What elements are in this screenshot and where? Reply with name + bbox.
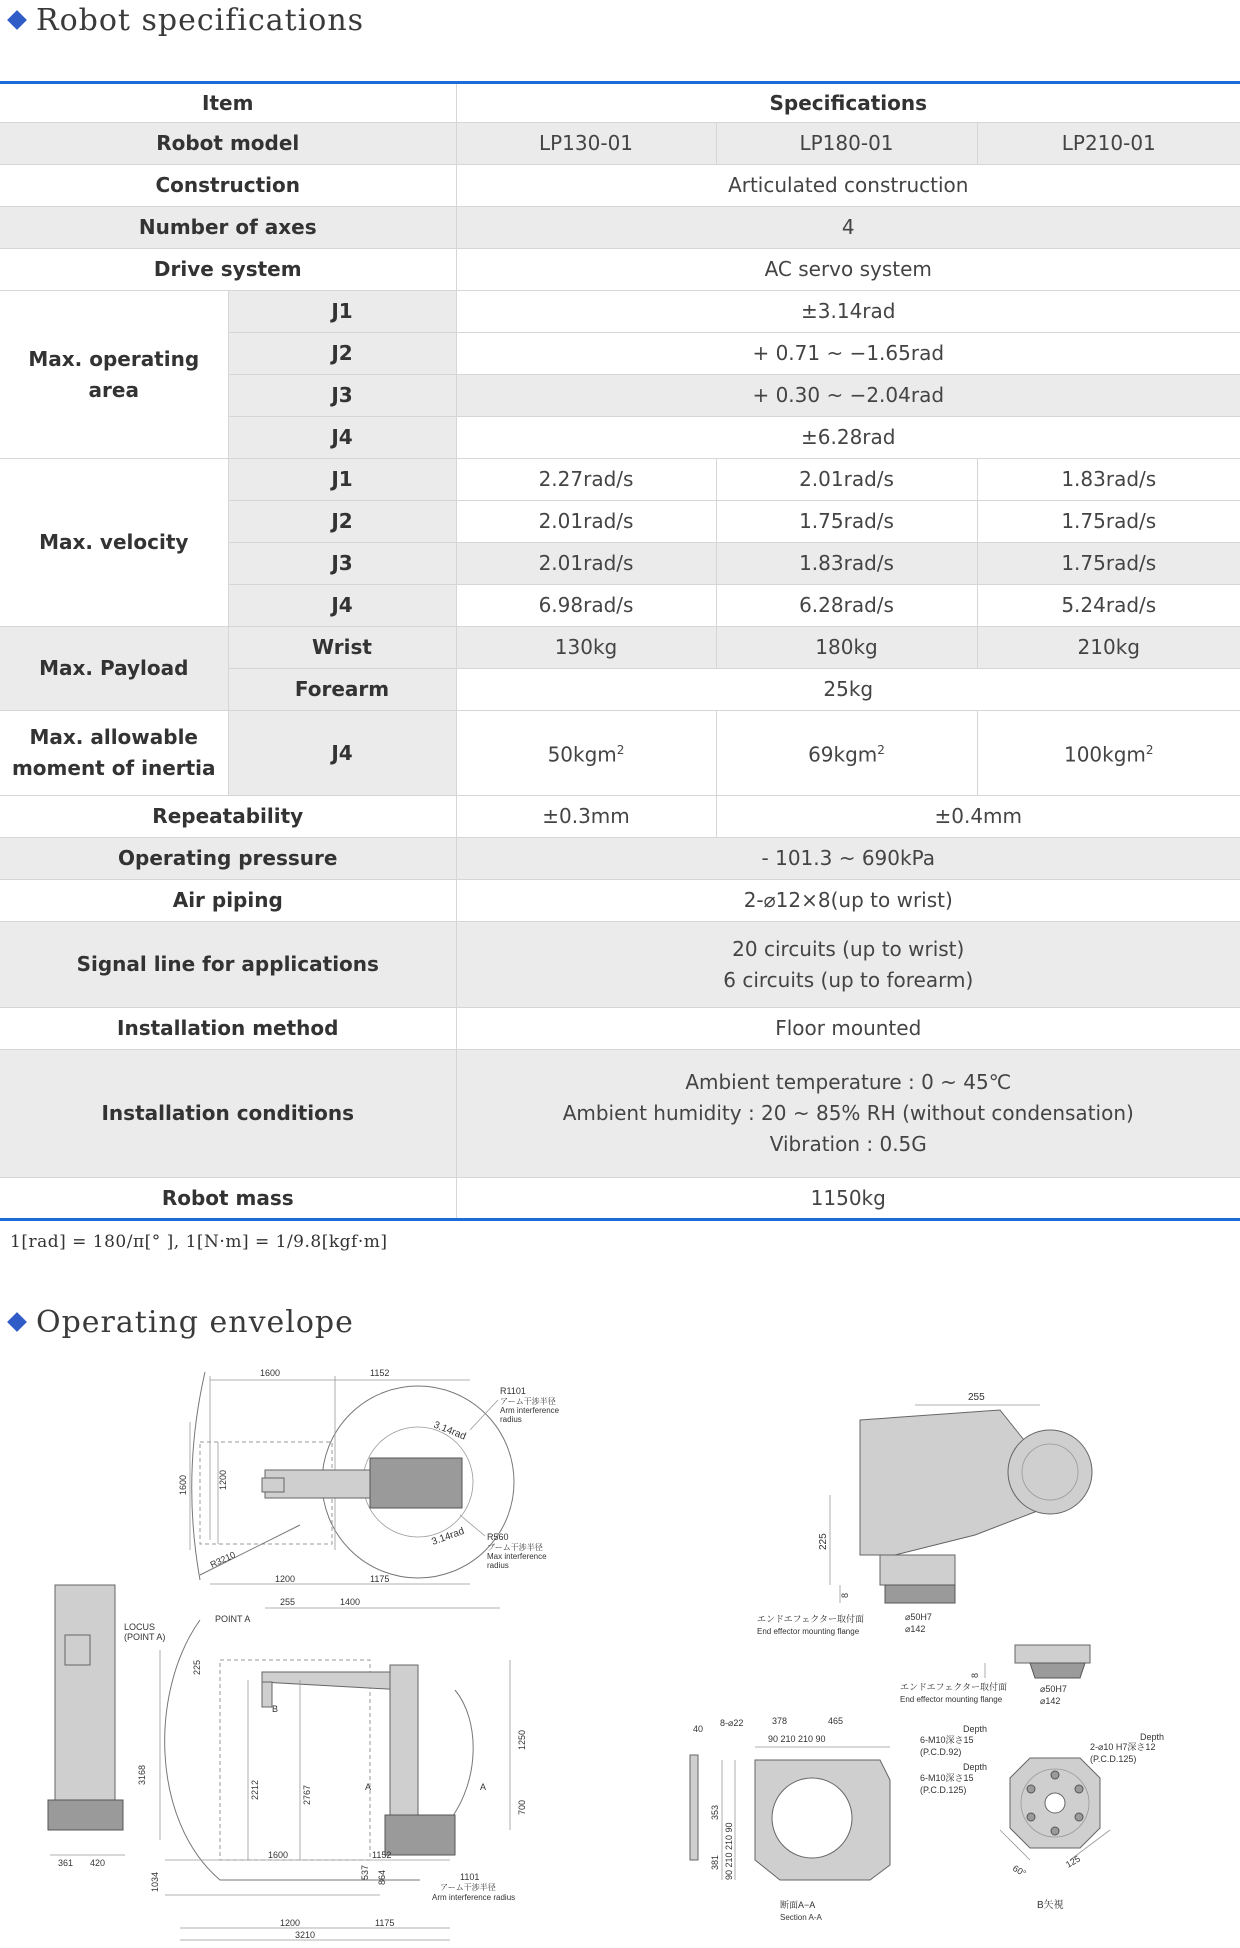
dim-label: R1101 <box>500 1386 526 1396</box>
dim-label: LOCUS <box>124 1622 156 1632</box>
dim-label: 537 <box>360 1864 370 1880</box>
note-label: Arm interference <box>500 1406 560 1415</box>
value-cell: + 0.30 ~ −2.04rad <box>456 375 1240 417</box>
note-label: 2-⌀10 H7深さ12 <box>1090 1742 1156 1752</box>
dim-label: 1175 <box>370 1574 390 1584</box>
dim-label: 378 <box>772 1716 788 1726</box>
note-label: Max interference <box>487 1552 547 1561</box>
axis-label: J1 <box>228 459 456 501</box>
value-cell: 1.75rad/s <box>977 543 1240 585</box>
note-label: アーム干渉半径 <box>500 1397 556 1406</box>
note-label: 6-M10深さ15 <box>920 1735 974 1745</box>
spec-table <box>0 81 1240 1221</box>
dim-label: 1200 <box>275 1574 296 1584</box>
dim-label: ⌀142 <box>1040 1696 1061 1706</box>
value-cell: 2.27rad/s <box>456 459 716 501</box>
dim-label: 255 <box>968 1392 985 1403</box>
unit-superscript: 2 <box>1145 743 1154 758</box>
model-cell: LP180-01 <box>716 123 977 165</box>
value-cell: 130kg <box>456 627 716 669</box>
table-row <box>0 922 1240 1008</box>
section-profile <box>690 1755 698 1860</box>
dim-label: 8-⌀22 <box>720 1718 744 1728</box>
row-label: Installation conditions <box>0 1050 456 1178</box>
axis-label: J4 <box>228 585 456 627</box>
dim-label: 1600 <box>178 1474 188 1495</box>
dim-label: R560 <box>487 1532 509 1542</box>
value-cell: 1.83rad/s <box>977 459 1240 501</box>
axis-label: J1 <box>228 291 456 333</box>
dim-label: 353 <box>710 1804 720 1820</box>
dim-label: 864 <box>377 1869 387 1885</box>
row-label: Construction <box>0 165 456 207</box>
forearm-side <box>262 1672 405 1690</box>
table-row <box>0 796 1240 838</box>
note-label: Arm interference radius <box>432 1893 516 1902</box>
dim-label: 1200 <box>280 1918 301 1928</box>
row-label: Max. operating area <box>0 291 228 459</box>
value-cell: 6.98rad/s <box>456 585 716 627</box>
dim-label: 1034 <box>150 1871 160 1892</box>
dim-label: 1400 <box>340 1597 361 1607</box>
side-view <box>48 1585 527 1940</box>
section-aa-view <box>690 1716 890 1922</box>
dim-label: 125 <box>1064 1853 1083 1870</box>
table-row <box>0 291 1240 333</box>
note-label: Depth <box>963 1762 988 1772</box>
value-cell <box>456 711 716 796</box>
caption: 断面A−A <box>780 1900 816 1910</box>
value-cell: ±0.3mm <box>456 796 716 838</box>
value-cell: - 101.3 ~ 690kPa <box>456 838 1240 880</box>
value-cell: 2-⌀12×8(up to wrist) <box>456 880 1240 922</box>
note-label: Depth <box>963 1724 988 1734</box>
envelope-arc <box>192 1372 205 1580</box>
dim-label: 1152 <box>370 1368 390 1378</box>
note-label: アーム干渉半径 <box>440 1883 496 1892</box>
unit-superscript: 2 <box>877 743 885 758</box>
value-cell: 6.28rad/s <box>716 585 977 627</box>
wrist-top <box>262 1478 284 1492</box>
dim-label: 90 210 210 90 <box>768 1734 826 1744</box>
dim-label: ⌀50H7 <box>905 1612 932 1622</box>
note-label: (P.C.D.92) <box>920 1747 962 1757</box>
table-row <box>0 627 1240 669</box>
dim-label: 1250 <box>517 1729 527 1750</box>
boom-arc <box>450 1690 473 1820</box>
value-cell: 1150kg <box>456 1178 1240 1220</box>
value-cell: 210kg <box>977 627 1240 669</box>
row-label <box>0 711 228 796</box>
value-cell <box>456 1050 1240 1178</box>
section-marker: A <box>365 1782 372 1792</box>
dim-label: 40 <box>693 1724 704 1734</box>
note-label: (P.C.D.125) <box>920 1785 967 1795</box>
table-row <box>0 1050 1240 1178</box>
table-row <box>0 459 1240 501</box>
value-cell: ±3.14rad <box>456 291 1240 333</box>
value-cell: Articulated construction <box>456 165 1240 207</box>
table-row <box>0 1008 1240 1050</box>
unit-superscript: 2 <box>616 743 625 758</box>
value-line: 20 circuits (up to wrist) <box>732 936 965 961</box>
value-cell <box>456 922 1240 1008</box>
row-label: Robot mass <box>0 1178 456 1220</box>
dim-label: 2212 <box>250 1779 260 1800</box>
table-row <box>0 165 1240 207</box>
value-line: Vibration : 0.5G <box>769 1132 927 1156</box>
axis-label: J4 <box>228 711 456 796</box>
robot-front-view <box>55 1585 115 1825</box>
inertia-value: 100kgm <box>1063 742 1146 767</box>
value-cell <box>977 711 1240 796</box>
wrist-lower <box>880 1555 955 1585</box>
value-cell: 1.83rad/s <box>716 543 977 585</box>
header-item: Item <box>0 83 456 123</box>
value-cell: 4 <box>456 207 1240 249</box>
dim-label: 3.14rad <box>431 1419 468 1443</box>
inertia-value: 69kgm <box>808 742 878 767</box>
wrist-flange-circle <box>1008 1430 1092 1514</box>
row-label: Drive system <box>0 249 456 291</box>
note-label: End effector mounting flange <box>900 1695 1003 1704</box>
dim-label: 2767 <box>302 1784 312 1805</box>
inertia-value: 50kgm <box>547 742 617 767</box>
diamond-bullet-icon <box>7 1312 27 1332</box>
caption: Section A-A <box>780 1913 822 1922</box>
section-title-text: Robot specifications <box>36 2 365 38</box>
value-cell: 5.24rad/s <box>977 585 1240 627</box>
row-label: Robot model <box>0 123 456 165</box>
row-label-line: Max. allowable <box>29 725 198 749</box>
row-label: Number of axes <box>0 207 456 249</box>
table-row <box>0 711 1240 796</box>
locus-envelope <box>165 1620 420 1880</box>
dim-label: 60° <box>1011 1863 1028 1879</box>
dim-label: 465 <box>828 1716 844 1726</box>
section-hole <box>772 1778 852 1858</box>
value-line: 6 circuits (up to forearm) <box>723 967 974 992</box>
note-label: End effector mounting flange <box>757 1627 860 1636</box>
dim-label: 3210 <box>295 1930 316 1940</box>
note-label: radius <box>500 1415 522 1424</box>
upper-arm-side <box>390 1665 418 1815</box>
header-row <box>0 83 1240 123</box>
robot-front-base <box>48 1800 123 1830</box>
value-cell: 180kg <box>716 627 977 669</box>
dim-label: 255 <box>280 1597 296 1607</box>
model-cell: LP130-01 <box>456 123 716 165</box>
operating-envelope-drawing <box>0 1360 1240 1948</box>
section-marker: B <box>272 1704 279 1714</box>
model-cell: LP210-01 <box>977 123 1240 165</box>
axis-label: Wrist <box>228 627 456 669</box>
value-cell: AC servo system <box>456 249 1240 291</box>
dim-label: 8 <box>970 1672 980 1678</box>
dim-label: 381 <box>710 1854 720 1870</box>
dim-label: 90 210 210 90 <box>724 1822 734 1880</box>
flange-side-plate <box>1030 1663 1085 1678</box>
table-row <box>0 249 1240 291</box>
value-cell <box>716 711 977 796</box>
row-label: Operating pressure <box>0 838 456 880</box>
value-cell: 25kg <box>456 669 1240 711</box>
robot-base-side <box>385 1815 455 1855</box>
b-view <box>920 1724 1164 1911</box>
section-title-envelope <box>6 1302 354 1342</box>
dim-label: (POINT A) <box>124 1632 166 1642</box>
dim-label: 700 <box>517 1799 527 1815</box>
top-view <box>178 1368 560 1584</box>
axis-label: Forearm <box>228 669 456 711</box>
value-cell: 2.01rad/s <box>456 501 716 543</box>
note-label: 6-M10深さ15 <box>920 1773 974 1783</box>
note-label: radius <box>487 1561 509 1570</box>
note-label: (P.C.D.125) <box>1090 1754 1137 1764</box>
footnote: 1[rad] = 180/π[° ], 1[N·m] = 1/9.8[kgf·m] <box>10 1232 388 1252</box>
value-line: Ambient temperature : 0 ~ 45℃ <box>685 1070 1012 1094</box>
axis-label: J4 <box>228 417 456 459</box>
dim-label: 1600 <box>268 1850 289 1860</box>
dim-label: 1600 <box>260 1368 281 1378</box>
value-line: Ambient humidity : 20 ~ 85% RH (without condensation) <box>562 1101 1134 1125</box>
flange-view <box>900 1645 1090 1706</box>
table-row <box>0 838 1240 880</box>
header-specifications: Specifications <box>456 83 1240 123</box>
section-marker: A <box>480 1782 487 1792</box>
row-label: Signal line for applications <box>0 922 456 1008</box>
dim-label: 1175 <box>375 1918 395 1928</box>
dim-label: 8 <box>840 1592 850 1598</box>
work-area-side <box>220 1660 370 1860</box>
axis-label: J2 <box>228 333 456 375</box>
note-label: Depth <box>1140 1732 1165 1742</box>
value-cell: ±0.4mm <box>716 796 1240 838</box>
value-cell: + 0.71 ~ −1.65rad <box>456 333 1240 375</box>
value-cell: ±6.28rad <box>456 417 1240 459</box>
row-label-line: moment of inertia <box>11 756 216 780</box>
dim-label: POINT A <box>215 1614 251 1624</box>
row-label: Max. velocity <box>0 459 228 627</box>
diamond-bullet-icon <box>7 10 27 30</box>
section-title-specifications <box>6 0 364 40</box>
dim-label: R3210 <box>208 1549 237 1570</box>
axis-label: J2 <box>228 501 456 543</box>
row-label: Air piping <box>0 880 456 922</box>
note-label: エンドエフェクター取付面 <box>900 1682 1008 1692</box>
dim-label: ⌀142 <box>905 1624 926 1634</box>
axis-label: J3 <box>228 375 456 417</box>
row-label: Repeatability <box>0 796 456 838</box>
table-row <box>0 880 1240 922</box>
dim-label: 1200 <box>218 1469 228 1490</box>
caption: B矢視 <box>1037 1900 1064 1911</box>
dim-label: 3168 <box>137 1764 147 1785</box>
table-row <box>0 1178 1240 1220</box>
axis-label: J3 <box>228 543 456 585</box>
value-cell: 2.01rad/s <box>456 543 716 585</box>
row-label: Max. Payload <box>0 627 228 711</box>
dim-label: 1152 <box>372 1850 392 1860</box>
value-cell: 1.75rad/s <box>716 501 977 543</box>
table-row <box>0 123 1240 165</box>
value-cell: 2.01rad/s <box>716 459 977 501</box>
value-cell: Floor mounted <box>456 1008 1240 1050</box>
dim-label: 225 <box>818 1533 829 1550</box>
section-title-text: Operating envelope <box>36 1304 354 1340</box>
wrist-view <box>757 1392 1092 1636</box>
dim-label: 225 <box>192 1659 202 1675</box>
flange-side-body <box>1015 1645 1090 1663</box>
flange-plate <box>885 1585 955 1603</box>
dim-label: 1101 <box>460 1872 480 1882</box>
dim-label: 361 <box>58 1858 74 1868</box>
dim-label: 420 <box>90 1858 106 1868</box>
value-cell: 1.75rad/s <box>977 501 1240 543</box>
table-row <box>0 207 1240 249</box>
dim-label: 3.14rad <box>430 1525 466 1548</box>
wrist-side <box>262 1682 272 1707</box>
robot-base-top <box>370 1458 462 1508</box>
dim-label: ⌀50H7 <box>1040 1684 1067 1694</box>
row-label: Installation method <box>0 1008 456 1050</box>
note-label: エンドエフェクター取付面 <box>757 1614 865 1624</box>
note-label: ブーム干渉半径 <box>487 1543 543 1552</box>
